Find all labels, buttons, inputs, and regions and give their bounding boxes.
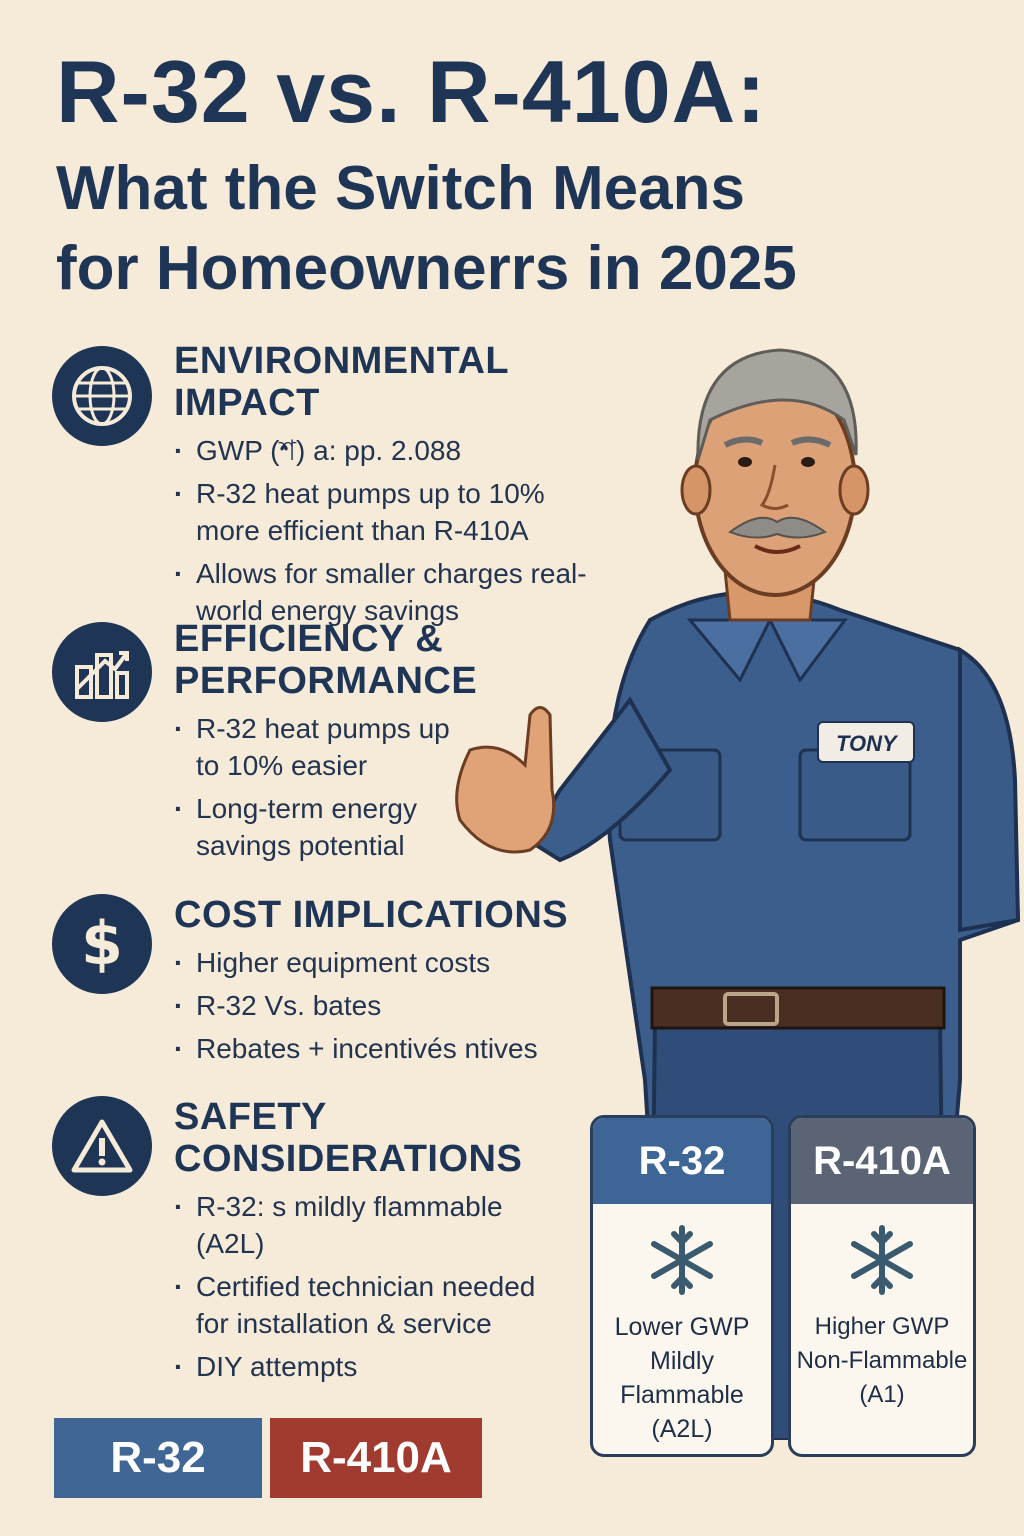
buildings-chart-icon [52,622,152,722]
section-heading: ENVIRONMENTAL IMPACT [174,340,509,424]
bullet-item: · DIY attempts [174,1348,544,1385]
bullet-item: · R-32 heat pumps up to 10% more efficient than R-410A [174,475,614,549]
page-title [56,42,976,303]
badge-r410a: R-410A [270,1418,482,1498]
bullet-item: · R-32 heat pumps up to 10% easier [174,710,464,784]
card-line: Lower GWP [614,1313,750,1341]
section-heading: EFFICIENCY & PERFORMANCE [174,618,478,702]
card-line: (A1) [859,1381,905,1408]
badge-r32: R-32 [54,1418,262,1498]
card-title: R-32 [593,1118,771,1204]
bullet-item: · R-32: s mildly flammable (A2L) [174,1188,544,1262]
card-title: R-410A [791,1118,973,1204]
dollar-icon: $ [52,894,152,994]
bullet-item: · Allows for smaller charges real-world energy savings [174,555,614,629]
bullet-item: · Higher equipment costs [174,944,614,981]
card-line: (A2L) [651,1415,713,1443]
card-r32 [590,1115,774,1457]
card-line: Non-Flammable [796,1347,968,1374]
section-heading: SAFETY CONSIDERATIONS [174,1096,523,1180]
title-line-3: for Homeownerrs in 2025 [56,234,797,303]
name-tag: TONY [836,731,897,756]
snowflake-icon [791,1222,973,1298]
card-line: Mildly [650,1347,714,1375]
bullet-item: · GWP (শ) a: pp. 2.088 [174,432,614,469]
bullet-item: · Certified technician needed for installation & service [174,1268,544,1342]
card-r410a [788,1115,976,1457]
bullet-item: · Rebates + incentivés ntives [174,1030,614,1067]
card-line: Flammable [620,1381,744,1409]
title-line-1: R-32 vs. R-410A: [56,42,767,141]
globe-icon [52,346,152,446]
snowflake-icon [593,1222,771,1298]
warning-icon [52,1096,152,1196]
card-line: Higher GWP [814,1313,950,1340]
section-heading: COST IMPLICATIONS [174,894,569,936]
bullet-item: · Long-term energy savings potential [174,790,464,864]
bullet-item: · R-32 Vs. bates [174,987,614,1024]
title-line-2: What the Switch Means [56,154,745,223]
